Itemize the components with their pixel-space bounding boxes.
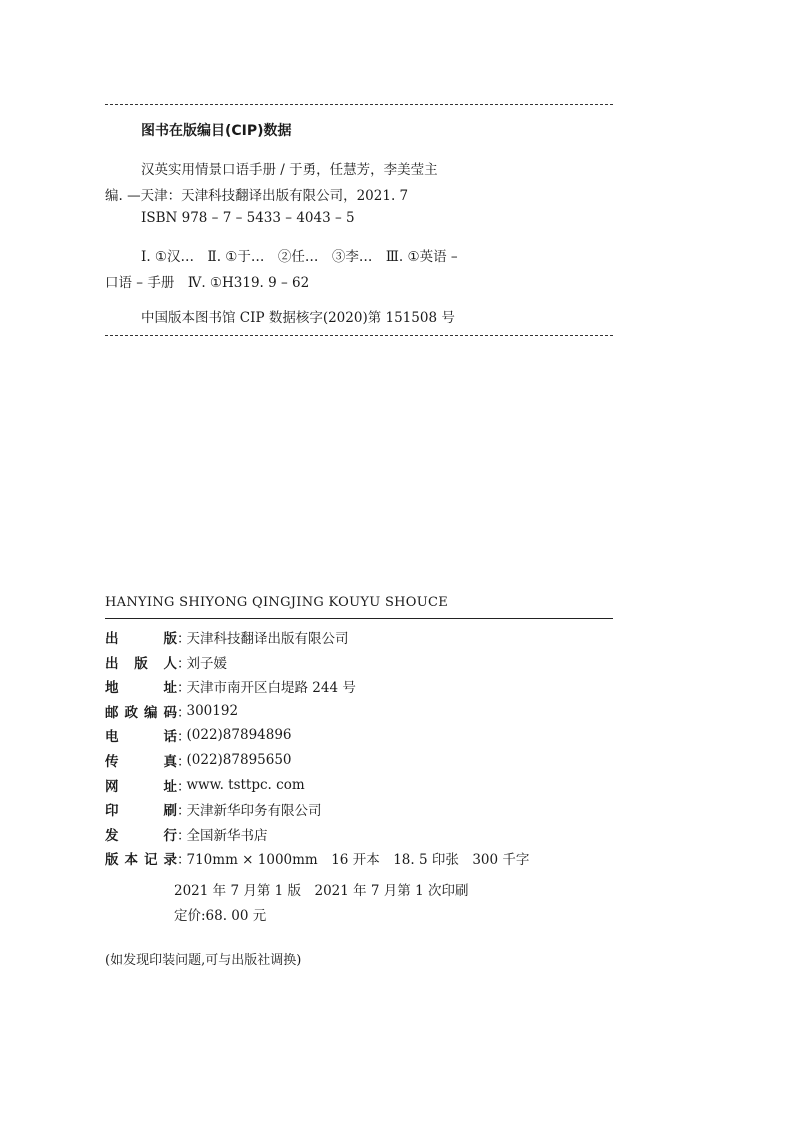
info-label-char: 编	[144, 704, 158, 721]
cip-classification-1: Ⅰ. ①汉… Ⅱ. ①于… ②任… ③李… Ⅲ. ①英语 –	[141, 249, 458, 265]
info-label-char: 版	[105, 852, 119, 869]
info-row	[105, 775, 305, 795]
info-label	[105, 701, 177, 721]
info-label-char: 址	[163, 778, 177, 795]
info-label-char: 版	[134, 655, 148, 672]
info-value: 全国新华书店	[186, 827, 268, 844]
price-line: 定价:68. 00 元	[174, 908, 267, 924]
info-value: 300192	[186, 702, 239, 719]
info-label	[105, 652, 177, 672]
info-label	[105, 848, 177, 868]
info-row	[105, 701, 238, 721]
info-label-colon: ：	[177, 827, 191, 844]
info-label-char: 版	[163, 631, 177, 647]
info-label	[105, 676, 177, 696]
cip-line-2: 编. —天津：天津科技翻译出版有限公司，2021. 7	[105, 188, 409, 204]
info-label-colon: ：	[177, 778, 191, 795]
info-label-char: 话	[163, 729, 177, 746]
info-label-colon: ：	[177, 803, 191, 820]
info-label-colon: ：	[177, 729, 191, 746]
info-label-char: 人	[163, 655, 177, 672]
info-divider	[105, 618, 613, 619]
info-label-char: 行	[163, 827, 177, 844]
info-label-char: 刷	[163, 803, 177, 820]
info-label	[105, 824, 177, 844]
info-label-colon: ：	[177, 655, 191, 672]
info-label-char: 出	[105, 631, 119, 647]
info-value: www. tsttpc. com	[186, 776, 305, 793]
info-label-char: 记	[144, 852, 158, 869]
info-label-char: 真	[163, 754, 177, 770]
info-label-char: 网	[105, 778, 119, 795]
info-value: 天津市南开区白堤路 244 号	[186, 680, 356, 697]
info-row	[105, 627, 349, 647]
info-value: 天津科技翻译出版有限公司	[186, 631, 349, 647]
info-label-char: 印	[105, 803, 119, 820]
info-row	[105, 725, 292, 745]
info-label-colon: ：	[177, 680, 191, 697]
info-label	[105, 725, 177, 745]
info-value: 710mm × 1000mm 16 开本 18. 5 印张 300 千字	[186, 852, 530, 869]
info-value: (022)87894896	[186, 727, 292, 744]
info-value: 天津新华印务有限公司	[186, 803, 322, 820]
info-label-char: 址	[163, 680, 177, 697]
cip-heading: 图书在版编目(CIP)数据	[141, 123, 292, 139]
info-label-char: 发	[105, 827, 119, 844]
info-value: 刘子媛	[186, 655, 227, 672]
cip-top-divider	[105, 104, 613, 105]
info-label-colon: ：	[177, 852, 191, 869]
cip-isbn: ISBN 978 – 7 – 5433 – 4043 – 5	[141, 210, 355, 226]
info-label-char: 码	[163, 704, 177, 721]
info-label-colon: ：	[177, 631, 191, 647]
info-row	[105, 750, 292, 770]
info-value: (022)87895650	[186, 752, 292, 768]
info-label-colon: ：	[177, 704, 191, 721]
info-row	[105, 824, 268, 844]
info-label-char: 本	[124, 852, 138, 869]
info-label-char: 出	[105, 655, 119, 672]
info-label	[105, 775, 177, 795]
info-label-char: 政	[124, 704, 138, 721]
info-label	[105, 750, 177, 770]
notice-text: (如发现印装问题,可与出版社调换)	[105, 953, 302, 968]
info-row	[105, 848, 529, 868]
info-row	[105, 799, 322, 819]
info-label	[105, 799, 177, 819]
info-label-char: 邮	[105, 704, 119, 721]
cip-classification-2: 口语 – 手册 Ⅳ. ①H319. 9 – 62	[105, 275, 310, 291]
info-label-char: 地	[105, 680, 119, 697]
pinyin-title: HANYING SHIYONG QINGJING KOUYU SHOUCE	[105, 595, 449, 610]
cip-record-number: 中国版本图书馆 CIP 数据核字(2020)第 151508 号	[141, 310, 455, 326]
info-label-char: 录	[163, 852, 177, 869]
info-row	[105, 652, 227, 672]
cip-bottom-divider	[105, 335, 613, 336]
info-label	[105, 627, 177, 647]
info-row	[105, 676, 356, 696]
info-label-char: 传	[105, 754, 119, 770]
info-label-colon: ：	[177, 754, 191, 770]
edition-line: 2021 年 7 月第 1 版 2021 年 7 月第 1 次印刷	[174, 883, 469, 899]
info-label-char: 电	[105, 729, 119, 746]
cip-line-1: 汉英实用情景口语手册 / 于勇，任慧芳，李美莹主	[141, 162, 438, 178]
